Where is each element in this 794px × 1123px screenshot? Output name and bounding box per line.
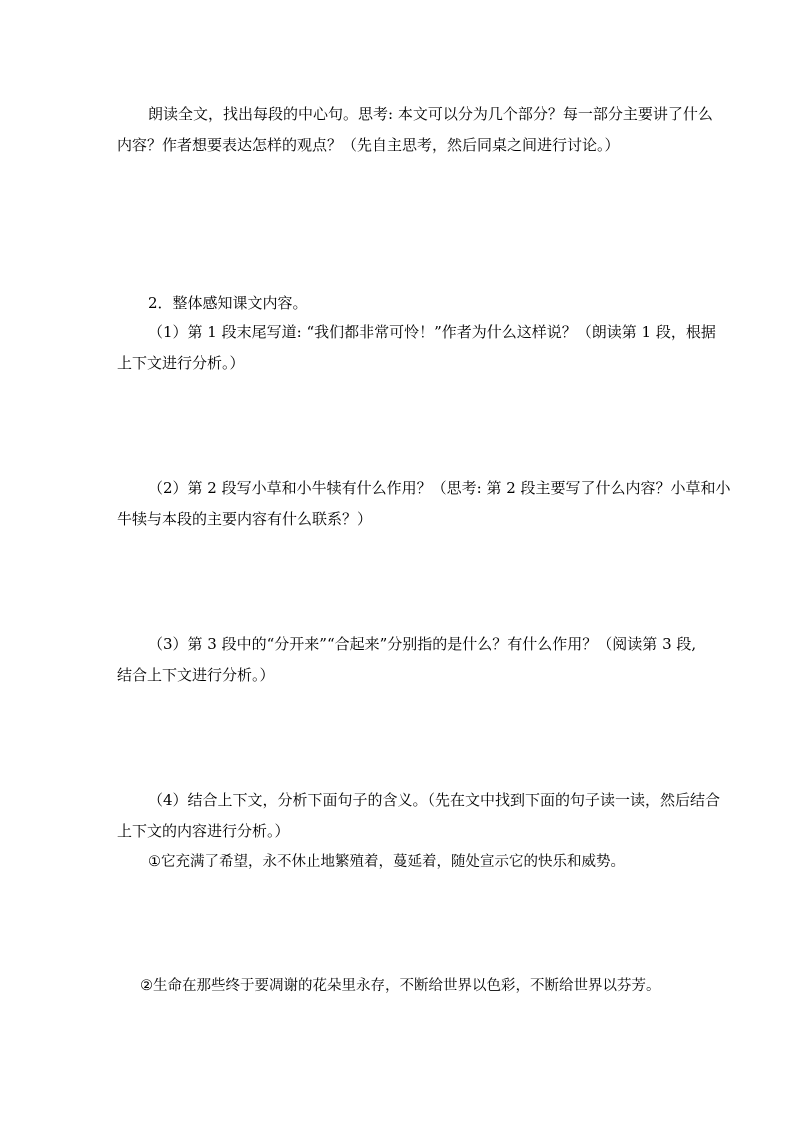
intro-line-1: 朗读全文，找出每段的中心句。思考: 本文可以分为几个部分？每一部分主要讲了什么 xyxy=(148,105,713,123)
question-4-line-2: 上下文的内容进行分析。） xyxy=(117,822,290,840)
question-4-line-1: （4）结合上下文，分析下面句子的含义。（先在文中找到下面的句子读一读，然后结合 xyxy=(148,791,721,809)
section-heading: 2．整体感知课文内容。 xyxy=(148,294,308,312)
intro-line-2: 内容？作者想要表达怎样的观点？（先自主思考，然后同桌之间进行讨论。） xyxy=(117,136,620,154)
question-3-line-1: （3）第 3 段中的“分开来”“合起来”分别指的是什么？有什么作用？（阅读第 3 段, xyxy=(148,635,697,653)
quoted-sentence-1: ①它充满了希望，永不休止地繁殖着，蔓延着，随处宣示它的快乐和威势。 xyxy=(148,854,625,870)
question-2-line-2: 牛犊与本段的主要内容有什么联系？） xyxy=(117,510,373,528)
question-2-line-1: （2）第 2 段写小草和小牛犊有什么作用？（思考: 第 2 段主要写了什么内容？小草和小 xyxy=(148,479,731,497)
question-1-line-1: （1）第 1 段末尾写道: “我们都非常可怜！”作者为什么这样说？（朗读第 1 段，根据 xyxy=(148,323,716,341)
question-3-line-2: 结合上下文进行分析。） xyxy=(117,666,275,684)
quoted-sentence-2: ②生命在那些终于要凋谢的花朵里永存，不断给世界以色彩，不断给世界以芬芳。 xyxy=(140,978,661,994)
question-1-line-2: 上下文进行分析。） xyxy=(117,354,245,372)
